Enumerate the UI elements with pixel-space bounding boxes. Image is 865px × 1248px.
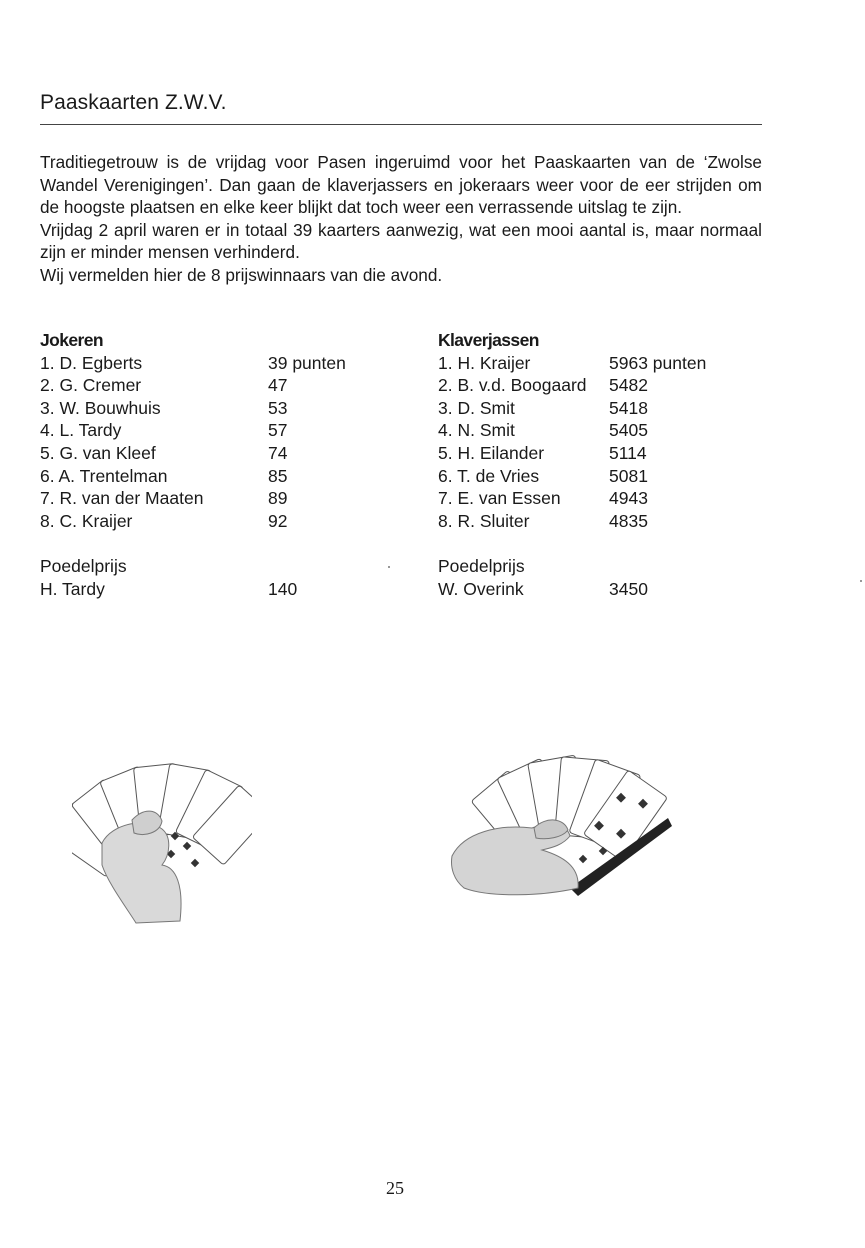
player-name: 3. D. Smit (438, 397, 515, 418)
result-row (438, 419, 768, 442)
result-row (438, 510, 768, 533)
player-score: 92 (268, 510, 288, 531)
player-name: 2. G. Cremer (40, 375, 142, 396)
poedel-label-text: Poedelprijs (438, 555, 525, 576)
jokeren-heading: Jokeren (40, 330, 103, 350)
player-score: 3450 (609, 578, 648, 599)
player-name: 8. C. Kraijer (40, 510, 133, 531)
page-title: Paaskaarten Z.W.V. (40, 91, 227, 114)
player-score: 57 (268, 420, 288, 441)
poedel-row (438, 578, 768, 601)
player-name: 7. R. van der Maaten (40, 488, 204, 509)
player-name: 3. W. Bouwhuis (40, 397, 161, 418)
result-row (40, 442, 380, 465)
spacer (40, 532, 380, 555)
player-name: 6. A. Trentelman (40, 465, 168, 486)
scan-speck (860, 580, 862, 582)
result-row (438, 374, 768, 397)
klaverjassen-results (438, 329, 768, 600)
player-name: 5. G. van Kleef (40, 442, 156, 463)
result-row (40, 510, 380, 533)
player-score: 5418 (609, 397, 648, 418)
player-name: 8. R. Sluiter (438, 510, 530, 531)
result-row (40, 397, 380, 420)
player-name: 1. H. Kraijer (438, 352, 531, 373)
player-name: 2. B. v.d. Boogaard (438, 375, 587, 396)
player-score: 85 (268, 465, 288, 486)
result-row (438, 465, 768, 488)
paragraph: Vrijdag 2 april waren er in totaal 39 kaarters aanwezig, wat een mooi aantal is, maar normaal zijn er minder mensen verhinderd. (40, 219, 762, 263)
player-name: W. Overink (438, 578, 524, 599)
player-score: 5405 (609, 420, 648, 441)
poedel-label (438, 555, 768, 578)
hand-with-fanned-cards-icon (450, 738, 680, 898)
paragraph: Traditiegetrouw is de vrijdag voor Pasen ingeruimd voor het Paaskaarten van de ‘Zwolse Wandel Verenigingen’. Dan gaan de klaverjassers en jokeraars weer voor de eer strijden om de hoogste plaatsen en elke keer blijkt dat toch weer een verrassende uitslag te zijn. (40, 152, 762, 218)
title-divider (40, 124, 762, 125)
poedel-label (40, 555, 380, 578)
result-row (40, 419, 380, 442)
player-name: 5. H. Eilander (438, 442, 545, 463)
player-score: 5482 (609, 375, 648, 396)
result-row (40, 465, 380, 488)
klaverjassen-heading: Klaverjassen (438, 330, 539, 350)
hand-with-fanned-cards-icon (72, 725, 252, 925)
player-score: 47 (268, 375, 288, 396)
result-row (438, 442, 768, 465)
player-name: 7. E. van Essen (438, 488, 561, 509)
result-row (438, 487, 768, 510)
player-score: 53 (268, 397, 288, 418)
intro-text (40, 151, 762, 287)
player-name: 6. T. de Vries (438, 465, 540, 486)
page-number: 25 (386, 1178, 404, 1198)
player-score: 5963 punten (609, 352, 707, 373)
player-score: 5114 (609, 442, 647, 463)
poedel-label-text: Poedelprijs (40, 555, 127, 576)
player-score: 4835 (609, 510, 648, 531)
spacer (438, 532, 768, 555)
player-name: 4. L. Tardy (40, 420, 122, 441)
player-score: 5081 (609, 465, 648, 486)
player-name: H. Tardy (40, 578, 105, 599)
result-row (438, 397, 768, 420)
player-score: 74 (268, 442, 288, 463)
player-name: 4. N. Smit (438, 420, 515, 441)
paragraph: Wij vermelden hier de 8 prijswinnaars van die avond. (40, 264, 443, 285)
player-score: 140 (268, 578, 298, 599)
player-score: 39 punten (268, 352, 346, 373)
player-name: 1. D. Egberts (40, 352, 143, 373)
result-row (40, 374, 380, 397)
poedel-row (40, 578, 380, 601)
jokeren-results (40, 329, 380, 600)
result-row (40, 487, 380, 510)
result-row (40, 352, 380, 375)
player-score: 89 (268, 488, 288, 509)
result-row (438, 352, 768, 375)
player-score: 4943 (609, 488, 648, 509)
scan-speck (388, 566, 390, 568)
